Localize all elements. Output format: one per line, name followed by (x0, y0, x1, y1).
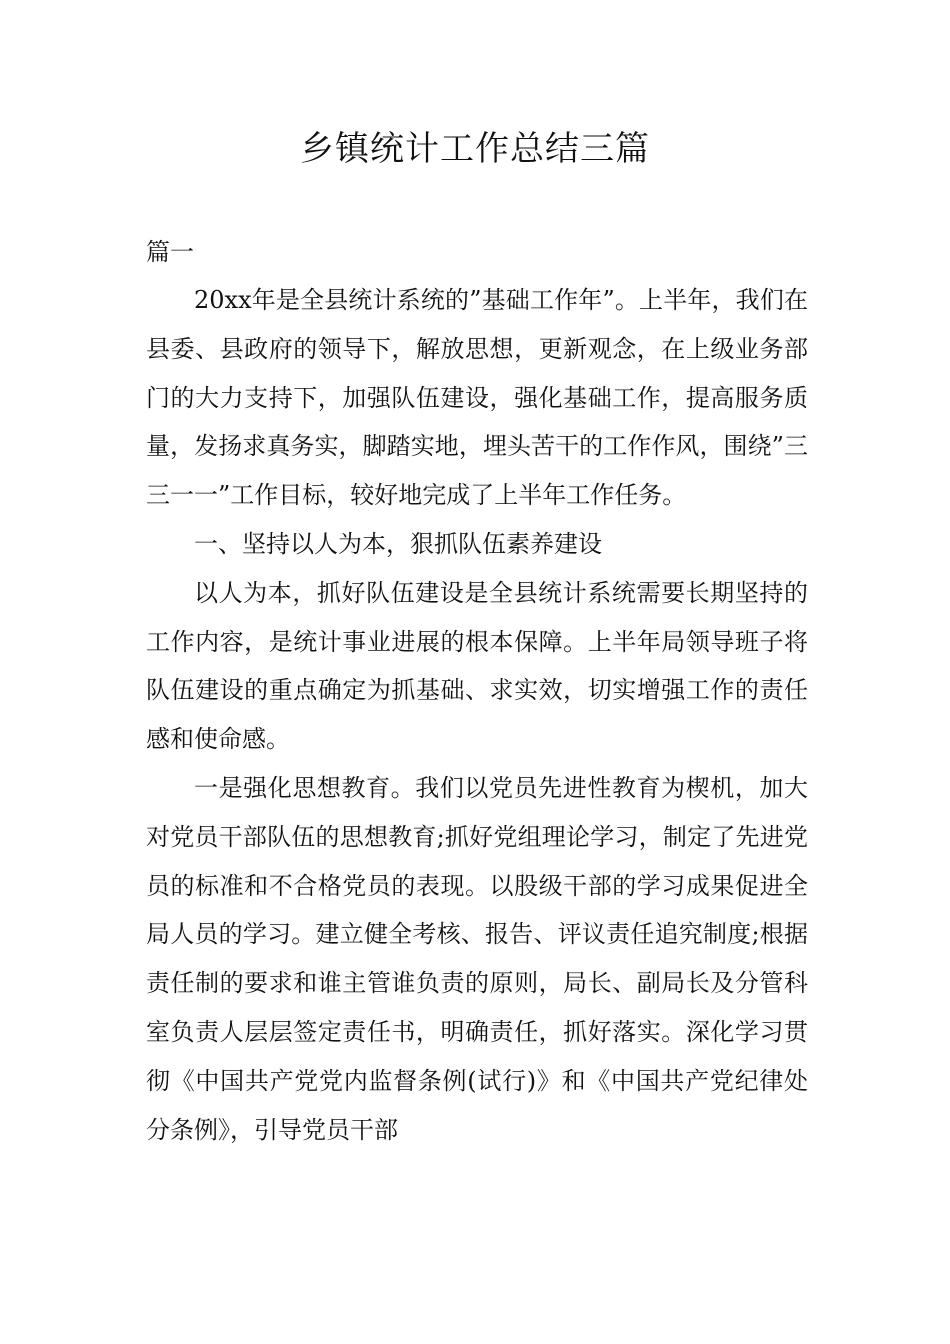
paragraph-intro: 20xx年是全县统计系统的”基础工作年”。上半年，我们在县委、县政府的领导下，解放思想，更新观念，在上级业务部门的大力支持下，加强队伍建设，强化基础工作，提高服务质量，发扬求真务实，脚踏实地，埋头苦干的工作作风，围绕”三三一一”工作目标，较好地完成了上半年工作任务。 (146, 286, 808, 510)
section-label: 篇一 (146, 238, 194, 266)
document-title: 乡镇统计工作总结三篇 (300, 129, 650, 169)
section-heading-one: 一、坚持以人为本，狠抓队伍素养建设 (194, 529, 602, 558)
paragraph-team-building: 以人为本，抓好队伍建设是全县统计系统需要长期坚持的工作内容，是统计事业进展的根本保障。上半年局领导班子将队伍建设的重点确定为抓基础、求实效，切实增强工作的责任感和使命感。 (146, 578, 808, 754)
document-body (146, 228, 808, 1154)
paragraph-ideological-education: 一是强化思想教育。我们以党员先进性教育为楔机，加大对党员干部队伍的思想教育;抓好党组理论学习，制定了先进党员的标准和不合格党员的表现。以股级干部的学习成果促进全局人员的学习。建立健全考核、报告、评议责任追究制度;根据责任制的要求和谁主管谁负责的原则，局长、副局长及分管科室负责人层层签定责任书，明确责任，抓好落实。深化学习贯彻《中国共产党党内监督条例(试行)》和《中国共产党纪律处分条例》，引导党员干部 (146, 773, 808, 1144)
